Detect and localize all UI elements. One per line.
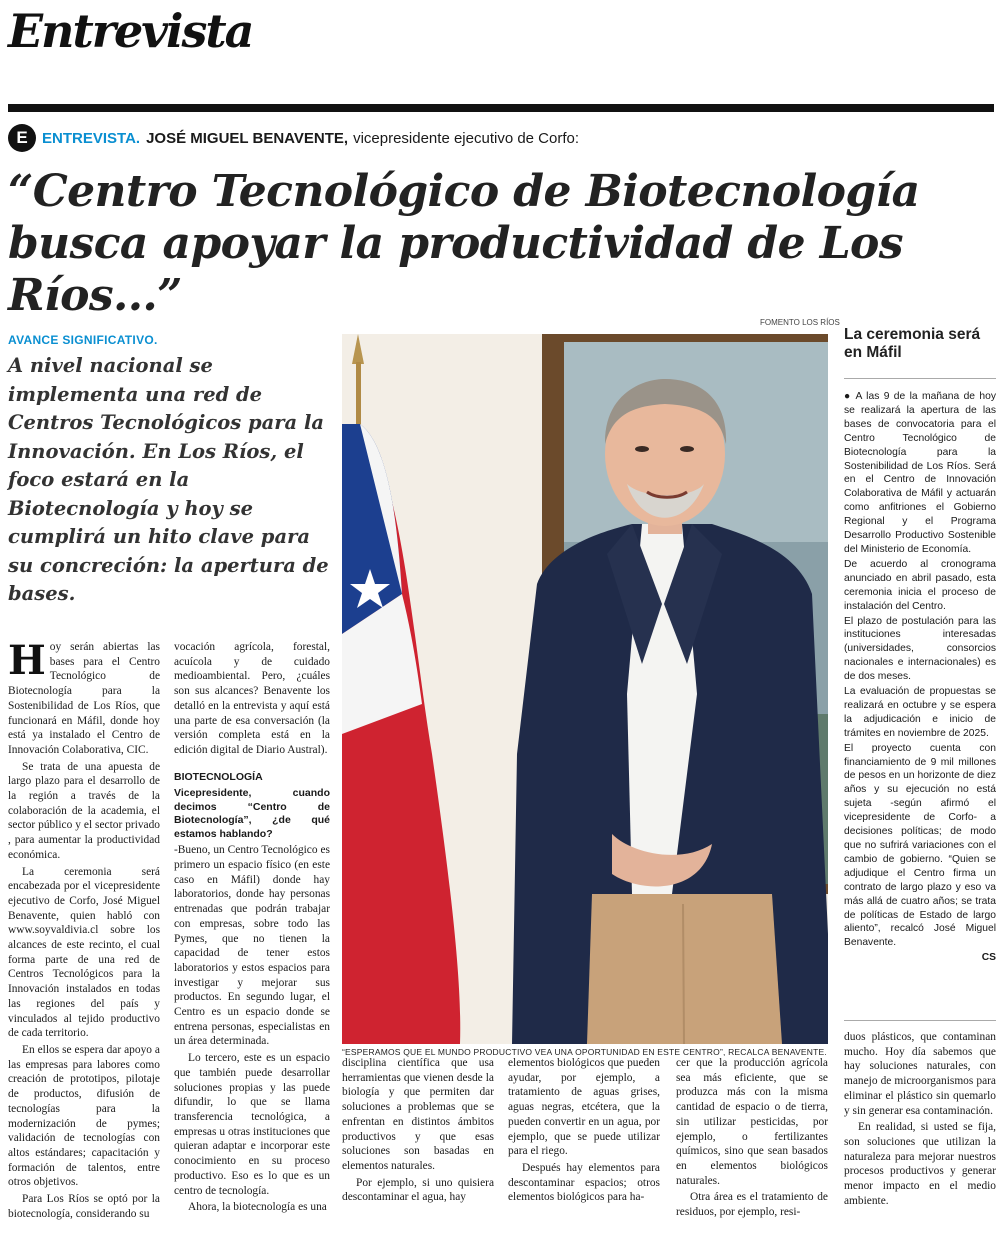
section-title: Entrevista bbox=[8, 4, 253, 58]
body-column-2 bbox=[174, 640, 330, 1217]
portrait-illustration bbox=[342, 334, 828, 1044]
sidebar-paragraph: El proyecto cuenta con financiamiento de 9 mil millones de pesos en un horizonte de diez años y su ejecución no está sujeta -según afirmó el vicepresidente de Corfo- a decisiones políticas; de modo que no sufrirá variaciones con el cambio de gobierno. “Quien se adjudique el Centro firma un contrato de largo plazo y eso va más allá de cuatro años; se trata de políticas de Estado de largo aliento”, recalcó José Miguel Benavente. bbox=[844, 742, 996, 949]
interview-answer: Lo tercero, este es un espacio que también puede desarrollar soluciones propias y las puede difundir, lo que se llama transferencia tecnológica, a empresas u otras instituciones que quieran adaptar e incorporar este conocimiento en su proceso productivo. Eso es lo que es un centro de tecnología. bbox=[174, 1052, 330, 1197]
kicker-tag: ENTREVISTA. bbox=[42, 129, 141, 147]
body-paragraph: La ceremonia será encabezada por el vicepresidente ejecutivo de Corfo, José Miguel Benavente, quien habló con www.soyvaldivia.cl sobre los alcances de este recinto, el cual forma parte de una red de Centros Tecnológicos para la Innovación instalados en todas las regiones del país y vinculados al tejido productivo de cada territorio. bbox=[8, 865, 160, 1040]
interview-answer: Ahora, la biotecnología es una bbox=[188, 1201, 327, 1214]
sidebar-paragraph: ● A las 9 de la mañana de hoy se realizará la apertura de las bases de convocatoria para el Centro Tecnológico de Biotecnología para la Sostenibilidad de Los Ríos. Será en el Centro de Innovación Colaborativa de Máfil y actuarán como anfitriones el Gobierno Regional y el Programa Desarrollo Productivo Sostenible del Ministerio de Economía. bbox=[844, 391, 996, 555]
body-paragraph: elementos biológicos que pueden ayudar, por ejemplo, a tratamiento de aguas grises, aguas negras, etcétera, que la pueden convertir en un agua, por ejemplo, que se puede utilizar para el riego. bbox=[508, 1057, 660, 1158]
body-column-1 bbox=[8, 637, 160, 1223]
kicker-name: JOSÉ MIGUEL BENAVENTE, bbox=[146, 129, 349, 147]
body-column-3 bbox=[342, 1056, 494, 1207]
body-paragraph: vocación agrícola, forestal, acuícola y de cuidado medioambiental. Pero, ¿cuáles son sus alcances? Benavente los detalló en la entrevista y aquí está una parte de esa conversación (la versión completa está en la edición digital de Diario Austral). bbox=[174, 641, 330, 756]
sidebar-paragraph: De acuerdo al cronograma anunciado en abril pasado, esta ceremonia inicia el proceso de instalación del Centro. bbox=[844, 558, 996, 612]
kicker-line bbox=[8, 124, 579, 152]
body-paragraph: cer que la producción agrícola sea más eficiente, que se produzca más con la misma cantidad de espacio o de tierra, sin utilizar pesticidas, por ejemplo, o fertilizantes químicos, sino que sean basados en elementos biológicos naturales. bbox=[676, 1057, 828, 1187]
body-column-6 bbox=[844, 1030, 996, 1210]
subhead: BIOTECNOLOGÍA bbox=[174, 770, 263, 783]
body-paragraph: En realidad, si usted se fija, son soluciones que utilizan la naturaleza para mejorar nuestros procesos productivos y generar menor impacto en el medio ambiente. bbox=[844, 1121, 996, 1207]
interview-question: Vicepresidente, cuando decimos “Centro de Biotecnología”, ¿de qué estamos hablando? bbox=[174, 787, 330, 840]
body-column-4 bbox=[508, 1056, 660, 1207]
sidebar-paragraph: La evaluación de propuestas se realizará en octubre y se espera la adjudicación e inicio de trámites en noviembre de 2025. bbox=[844, 686, 996, 739]
dropcap: H bbox=[8, 637, 46, 684]
sidebar-rule bbox=[844, 378, 996, 379]
photo-caption: “ESPERAMOS QUE EL MUNDO PRODUCTIVO VEA UNA OPORTUNIDAD EN ESTE CENTRO”, RECALCA BENAVENTE. bbox=[342, 1047, 827, 1057]
body-paragraph: duos plásticos, que contaminan mucho. Hoy día sabemos que hay soluciones naturales, con manejo de microorganismos para eliminar el plástico sin quemarlo y sin generar esa contaminación. bbox=[844, 1031, 996, 1117]
portrait-photo bbox=[342, 334, 828, 1044]
body-column-5 bbox=[676, 1056, 828, 1222]
interview-answer: -Bueno, un Centro Tecnológico es primero un espacio físico (en este caso en Máfil) donde hay laboratorios, donde hay personas entrenadas que podrán trabajar con empresas, sobre todo las Pymes, que no tienen la capacidad de tener estos laboratorios y estos espacios para investigar y mejorar sus productos. En segundo lugar, el Centro es un espacio donde se entrena personas, especialistas en un área determinada. bbox=[174, 844, 330, 1048]
headline: “Centro Tecnológico de Biotecnología busca apoyar la productividad de Los Ríos...” bbox=[8, 166, 920, 321]
body-paragraph: En ellos se espera dar apoyo a las empresas para labores como creación de prototipos, pilotaje de productos, difusión de tecnologías para la modernización de pymes; validación de tecnologías con altos estándares; capacitación y formación de talentos, entre otros objetivos. bbox=[8, 1043, 160, 1189]
sidebar-box bbox=[844, 390, 996, 966]
sidebar-bottom-rule bbox=[844, 1020, 996, 1021]
photo-credit: FOMENTO LOS RÍOS bbox=[760, 318, 840, 327]
body-paragraph: Otra área es el tratamiento de residuos, por ejemplo, resi- bbox=[676, 1191, 828, 1219]
kicker-role: vicepresidente ejecutivo de Corfo: bbox=[353, 129, 580, 147]
entrevista-badge-icon: E bbox=[8, 124, 36, 152]
body-paragraph: Después hay elementos para descontaminar espacios; otros elementos biológicos para ha- bbox=[508, 1161, 660, 1204]
signoff: CS bbox=[981, 952, 996, 964]
body-paragraph: Para Los Ríos se optó por la biotecnología, considerando su bbox=[8, 1193, 160, 1220]
header-rule bbox=[8, 104, 994, 112]
sidebar-paragraph: El plazo de postulación para las instituciones interesadas (universidades, consorcios nacionales e internacionales) es de dos meses. bbox=[844, 615, 996, 683]
lead-paragraph: A nivel nacional se implementa una red de Centros Tecnológicos para la Innovación. En Los Ríos, el foco estará en la Biotecnología y hoy se cumplirá un hito clave para su concreción: la apertura de bases. bbox=[8, 354, 329, 605]
body-paragraph: disciplina científica que usa herramientas que vienen desde la biología y que permiten dar soluciones a problemas que se enfrentan en distintos ámbitos productivos y que esas soluciones son basadas en elementos naturales. bbox=[342, 1057, 494, 1172]
sidebar-title: La ceremonia será en Máfil bbox=[844, 326, 981, 361]
body-paragraph: Por ejemplo, si uno quisiera descontaminar el agua, hay bbox=[342, 1176, 494, 1204]
body-paragraph: Se trata de una apuesta de largo plazo para el desarrollo de la región a través de la colaboración de la academia, el sector público y el sector privado , para aumentar la productividad económica. bbox=[8, 760, 160, 861]
lead-tag: AVANCE SIGNIFICATIVO. bbox=[8, 333, 158, 347]
body-paragraph: oy serán abiertas las bases para el Centro Tecnológico de Biotecnología para la Sostenibilidad de Los Ríos, que funcionará en Máfil, donde hoy está ya instalado el Centro de Innovación Colaborativa, CIC. bbox=[8, 641, 160, 756]
